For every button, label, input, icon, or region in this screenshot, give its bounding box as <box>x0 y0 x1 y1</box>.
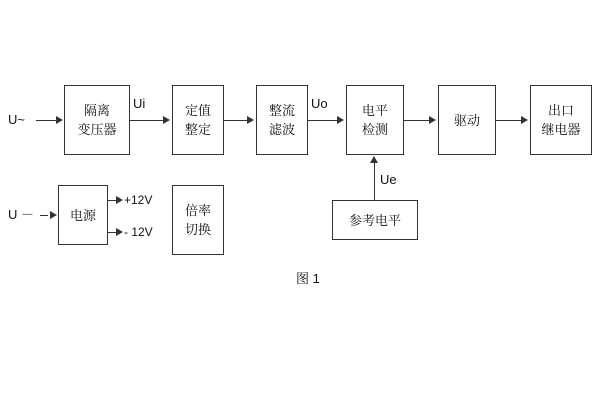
label-minus12v: - 12V <box>124 225 153 239</box>
wire-isolation-to-setting <box>130 120 166 121</box>
block-output-relay-line-1: 出口 <box>547 103 574 118</box>
block-reference-level <box>332 200 418 240</box>
block-drive-line-1: 驱动 <box>453 112 480 128</box>
wire-rectifier-to-level <box>308 120 340 121</box>
figure-caption: 图 1 <box>296 271 320 286</box>
block-multiplier-switch-line-1: 倍率 <box>184 203 211 218</box>
arrow-minus12v <box>116 228 123 236</box>
block-level-detection <box>346 85 404 155</box>
arrow-plus12v <box>116 196 123 204</box>
arrow-level-to-drive <box>429 116 436 124</box>
block-level-detection-line-2: 检测 <box>361 122 388 137</box>
label-uo: Uo <box>311 96 328 111</box>
wire-reference-to-level <box>374 163 375 200</box>
arrow-drive-to-output <box>521 116 528 124</box>
block-fixed-value-setting-line-1: 定值 <box>184 103 211 118</box>
arrow-reference-to-level <box>370 156 378 163</box>
arrow-setting-to-rectifier <box>247 116 254 124</box>
block-output-relay <box>530 85 592 155</box>
block-isolation-transformer-line-1: 隔离 <box>83 103 110 118</box>
block-multiplier-switch <box>172 185 224 255</box>
label-input-dc: U － <box>8 207 35 222</box>
block-fixed-value-setting <box>172 85 224 155</box>
label-plus12v: +12V <box>124 193 153 207</box>
block-rectifier-filter <box>256 85 308 155</box>
block-rectifier-filter-line-1: 整流 <box>268 103 295 118</box>
wire-input-ac <box>36 120 58 121</box>
wire-input-dc-seg-1 <box>40 215 48 216</box>
block-rectifier-filter-line-2: 滤波 <box>268 122 295 137</box>
block-power-supply-line-1: 电源 <box>69 207 96 223</box>
block-power-supply <box>58 185 108 245</box>
block-level-detection-line-1: 电平 <box>361 103 388 118</box>
label-ue: Ue <box>380 172 397 187</box>
arrow-input-ac <box>56 116 63 124</box>
arrow-input-dc <box>50 211 57 219</box>
arrow-isolation-to-setting <box>163 116 170 124</box>
wire-level-to-drive <box>404 120 432 121</box>
block-isolation-transformer-line-2: 变压器 <box>77 122 117 137</box>
label-input-ac: U~ <box>8 112 25 127</box>
block-multiplier-switch-line-2: 切换 <box>184 222 211 237</box>
label-ui: Ui <box>133 96 146 111</box>
block-drive <box>438 85 496 155</box>
wire-drive-to-output <box>496 120 524 121</box>
block-fixed-value-setting-line-2: 整定 <box>184 122 211 137</box>
block-output-relay-line-2: 继电器 <box>541 122 581 137</box>
block-reference-level-line-1: 参考电平 <box>348 212 401 228</box>
arrow-rectifier-to-level <box>337 116 344 124</box>
block-isolation-transformer <box>64 85 130 155</box>
